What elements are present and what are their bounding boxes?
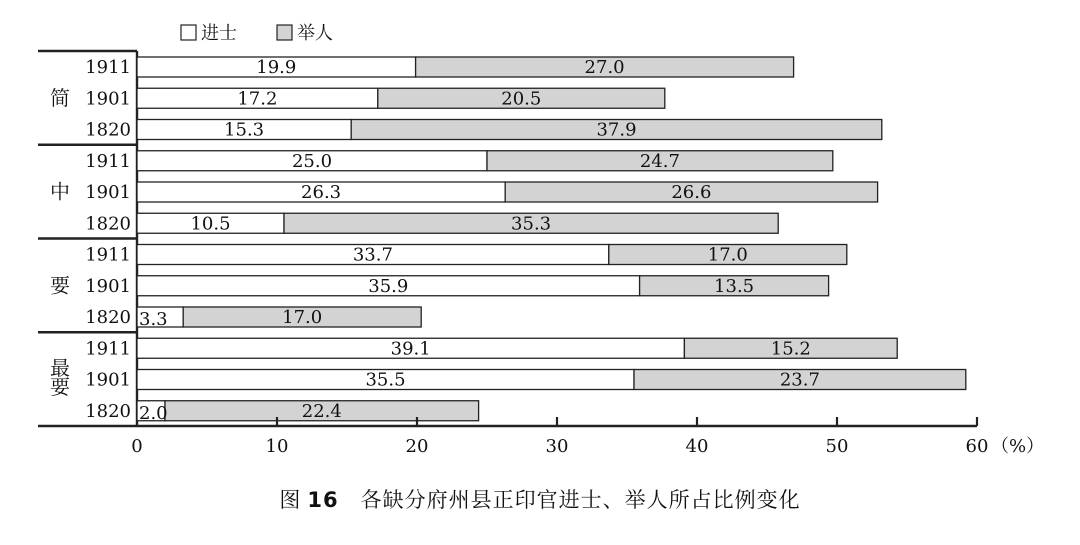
x-tick-label: 30	[545, 436, 569, 457]
group-label: 要	[50, 273, 70, 298]
figure-caption	[0, 484, 1080, 514]
value-label-jinshi: 39.1	[390, 338, 431, 360]
legend	[181, 23, 333, 44]
x-tick-label: 40	[685, 436, 709, 457]
year-label: 1911	[85, 150, 131, 172]
year-label: 1901	[85, 88, 131, 110]
value-label-juren: 24.7	[639, 150, 680, 172]
value-label-jinshi: 15.3	[224, 119, 265, 141]
year-label: 1820	[85, 119, 131, 141]
caption-number: 16	[307, 488, 339, 512]
value-label-juren: 17.0	[282, 307, 323, 328]
value-label-jinshi: 19.9	[256, 57, 297, 78]
value-label-jinshi: 35.5	[365, 369, 406, 391]
year-label: 1901	[85, 369, 131, 391]
year-label: 1820	[85, 213, 131, 235]
value-label-juren: 35.3	[511, 213, 552, 235]
value-label-jinshi: 26.3	[301, 182, 342, 203]
caption-text: 各缺分府州县正印官进士、举人所占比例变化	[360, 488, 801, 512]
year-label: 1820	[85, 400, 131, 422]
x-axis	[131, 417, 1044, 457]
value-label-jinshi: 25.0	[291, 150, 333, 172]
caption-prefix: 图	[279, 488, 302, 512]
legend-swatch-jinshi	[181, 25, 196, 40]
value-label-jinshi: 2.0	[139, 402, 168, 424]
year-label: 1901	[85, 182, 131, 203]
value-label-jinshi: 35.9	[368, 275, 409, 297]
value-label-juren: 20.5	[501, 88, 542, 110]
x-tick-label: 10	[265, 436, 289, 457]
x-tick-label: 60	[965, 436, 989, 457]
year-label: 1911	[85, 57, 131, 78]
group-label: 中	[50, 179, 70, 204]
year-label: 1901	[85, 275, 131, 297]
year-label: 1911	[85, 338, 131, 360]
legend-label-jinshi: 进士	[201, 23, 237, 44]
value-label-juren: 22.4	[301, 400, 342, 422]
value-label-juren: 15.2	[770, 338, 811, 360]
x-tick-label: 50	[825, 436, 849, 457]
value-label-juren: 13.5	[714, 275, 755, 297]
value-label-juren: 27.0	[584, 57, 625, 78]
legend-swatch-juren	[277, 25, 292, 40]
legend-label-juren: 举人	[297, 23, 333, 44]
value-label-jinshi: 33.7	[352, 244, 393, 266]
x-axis-unit-label: （%）	[991, 436, 1045, 457]
value-label-jinshi: 10.5	[190, 213, 231, 235]
year-label: 1820	[85, 307, 131, 328]
value-label-juren: 26.6	[671, 182, 712, 203]
value-label-jinshi: 17.2	[237, 88, 278, 110]
value-label-juren: 37.9	[596, 119, 637, 141]
group-label: 简	[50, 85, 70, 110]
x-tick-label: 20	[405, 436, 429, 457]
year-label: 1911	[85, 244, 131, 266]
bars	[50, 57, 966, 424]
group-label: 最要	[50, 356, 70, 400]
value-label-jinshi: 3.3	[139, 309, 168, 330]
value-label-juren: 17.0	[707, 244, 748, 266]
value-label-juren: 23.7	[779, 369, 820, 391]
x-tick-label: 0	[131, 436, 143, 457]
